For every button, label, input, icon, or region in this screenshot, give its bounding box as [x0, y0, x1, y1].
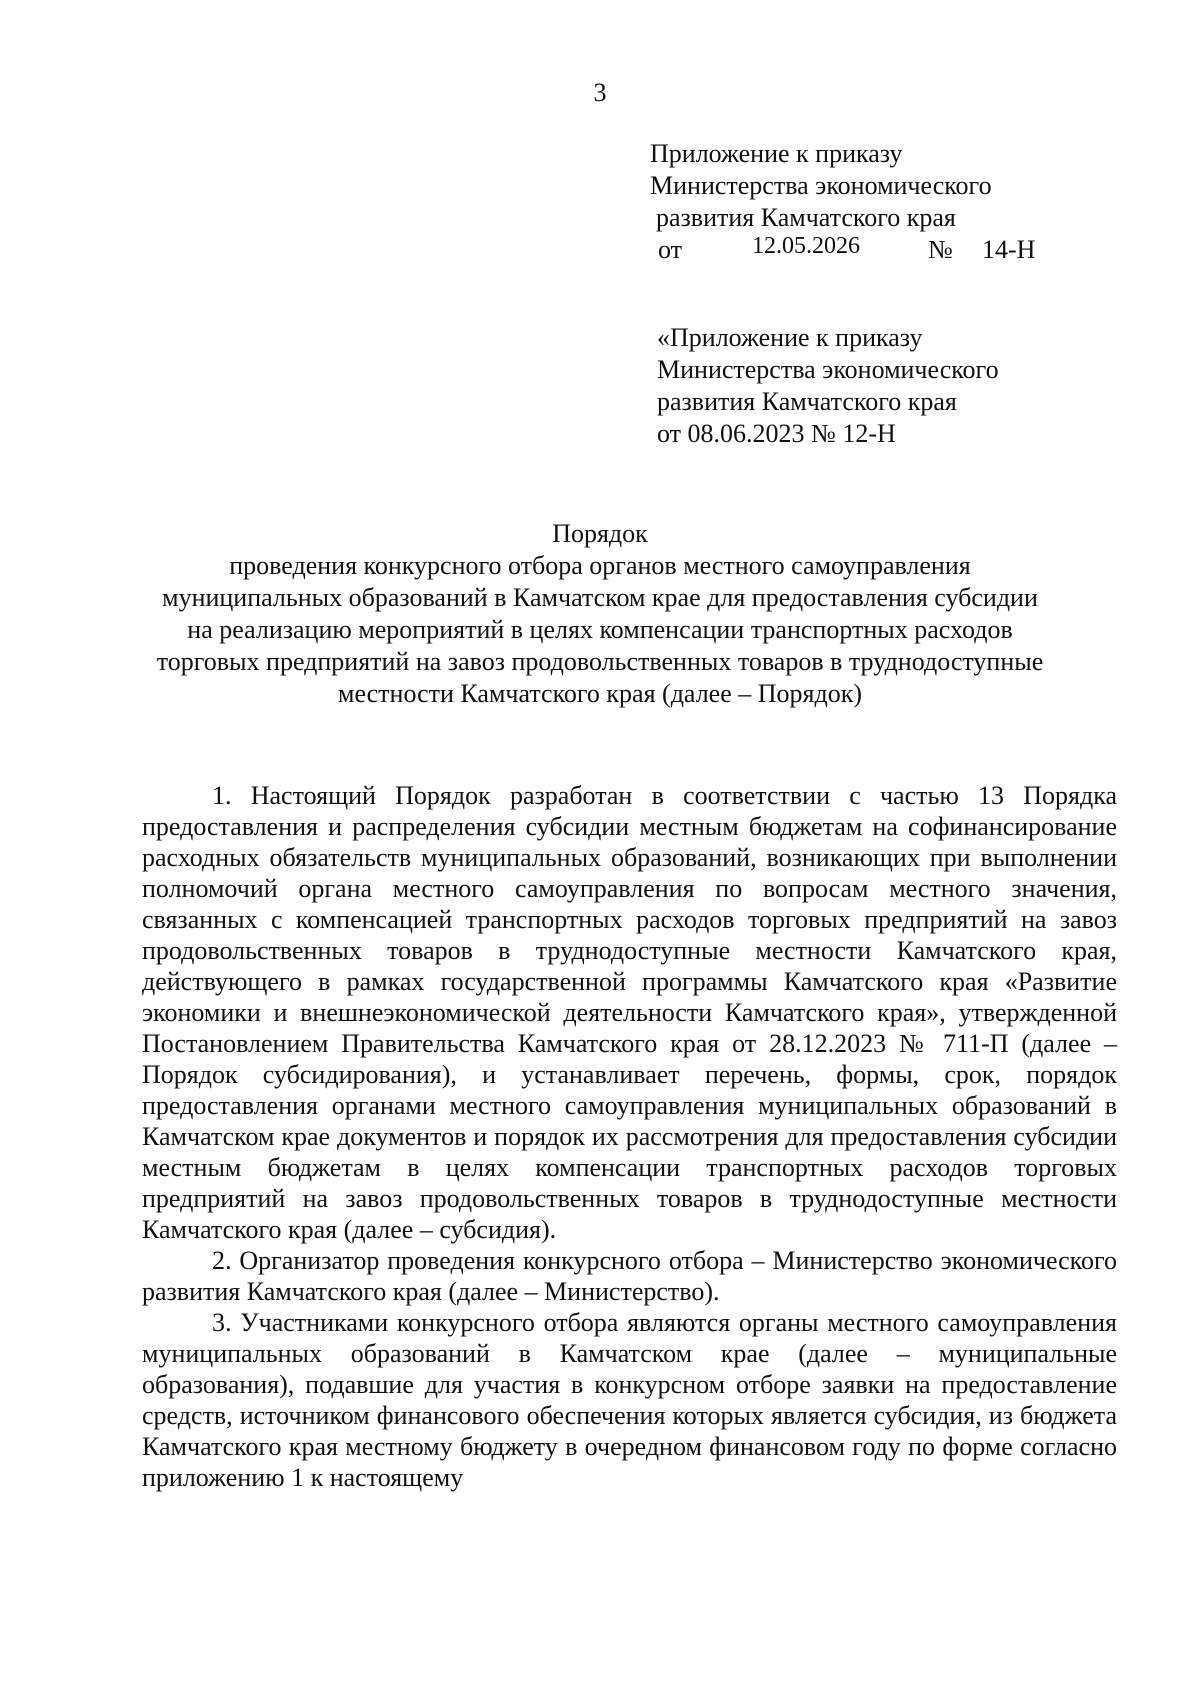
appendix-previous-line2: Министерства экономического	[657, 355, 999, 384]
title-line3: муниципальных образований в Камчатском крае для предоставления субсидии	[162, 583, 1038, 612]
number-sign: №	[928, 235, 953, 264]
appendix-current-line1: Приложение к приказу	[650, 139, 903, 168]
paragraph-2: 2. Организатор проведения конкурсного отбора – Министерство экономического развития Камчатского края (далее – Министерство).	[142, 1246, 1117, 1306]
paragraph-1: 1. Настоящий Порядок разработан в соответствии с частью 13 Порядка предоставления и распределения субсидии местным бюджетам на софинансирование расходных обязательств муниципальных образований, возникающих при выполнении полномочий органа местного самоуправления по вопросам местного значения, связанных с компенсацией транспортных расходов торговых предприятий на завоз продовольственных товаров в труднодоступные местности Камчатского края, действующего в рамках государственной программы Камчатского края «Развитие экономики и внешнеэкономической деятельности Камчатского края», утвержденной Постановлением Правительства Камчатского края от 28.12.2023 № 711-П (далее – Порядок субсидирования), и устанавливает перечень, формы, срок, порядок предоставления органами местного самоуправления муниципальных образований в Камчатском крае документов и порядок их рассмотрения для предоставления субсидии местным бюджетам в целях компенсации транспортных расходов торговых предприятий на завоз продовольственных товаров в труднодоступные местности Камчатского края (далее – субсидия).	[142, 781, 1117, 1244]
title-line5: торговых предприятий на завоз продовольственных товаров в труднодоступные	[156, 647, 1044, 676]
page-number: 3	[593, 78, 607, 107]
title-line1: Порядок	[552, 519, 648, 548]
document-title	[100, 518, 1100, 710]
appendix-current-line3: развития Камчатского края	[656, 203, 956, 232]
date-prefix: от	[658, 235, 683, 264]
paragraph-3: 3. Участниками конкурсного отбора являются органы местного самоуправления муниципальных образований в Камчатском крае (далее – муниципальные образования), подавшие для участия в конкурсном отборе заявки на предоставление средств, источником финансового обеспечения которых является субсидия, из бюджета Камчатского края местному бюджету в очередном финансовом году по форме согласно приложению 1 к настоящему	[142, 1308, 1117, 1492]
title-line2: проведения конкурсного отбора органов местного самоуправления	[229, 551, 971, 580]
appendix-header-current	[650, 138, 1050, 266]
appendix-previous-line3: развития Камчатского края	[657, 387, 957, 416]
appendix-current-date-row	[650, 234, 1050, 266]
document-body	[142, 780, 1117, 1493]
order-date: 12.05.2026	[752, 233, 860, 259]
title-line6: местности Камчатского края (далее – Порядок)	[338, 679, 862, 708]
appendix-header-previous	[657, 322, 1077, 450]
appendix-previous-line1: «Приложение к приказу	[657, 323, 923, 352]
appendix-current-line2: Министерства экономического	[650, 171, 992, 200]
title-line4: на реализацию мероприятий в целях компенсации транспортных расходов	[187, 615, 1013, 644]
order-number: 14-Н	[982, 235, 1036, 264]
appendix-previous-line4: от 08.06.2023 № 12-Н	[657, 419, 896, 448]
